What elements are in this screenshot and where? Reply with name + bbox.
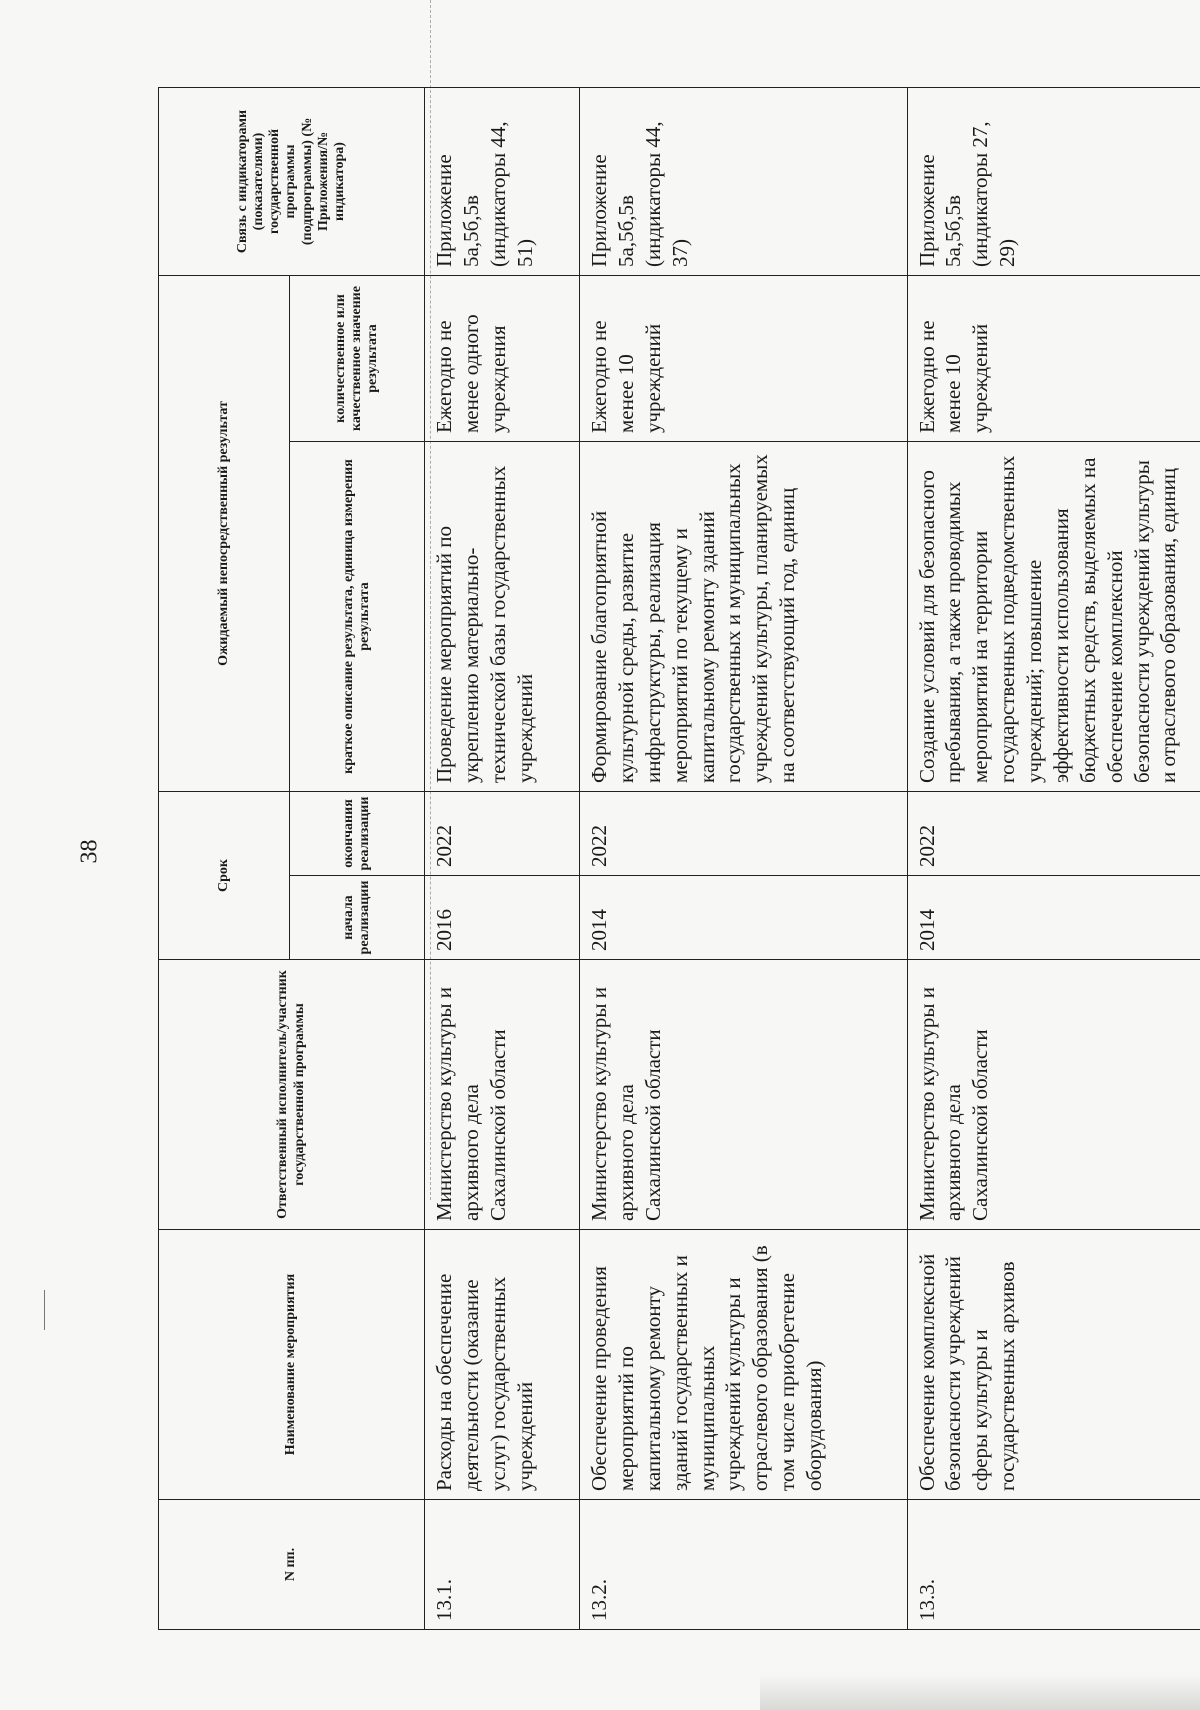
row-result-desc: Проведение мероприятий по укреплению материально-технической базы государственных учреждений: [425, 442, 580, 792]
scan-bottom-shadow: [760, 1674, 1200, 1710]
header-name: Наименование мероприятия: [159, 1230, 425, 1500]
header-num: N пп.: [159, 1500, 425, 1630]
row-responsible: Министерство культуры и архивного дела Сахалинской области: [580, 960, 908, 1230]
row-responsible: Министерство культуры и архивного дела Сахалинской области: [425, 960, 580, 1230]
row-num: 13.1.: [425, 1500, 580, 1630]
row-end-year: 2022: [580, 792, 908, 876]
header-term-start: начала реализации: [290, 876, 425, 960]
row-start-year: 2014: [907, 876, 1200, 960]
header-responsible: Ответственный исполнитель/участник государственной программы: [159, 960, 425, 1230]
header-result-desc: краткое описание результата, единица измерения результата: [290, 442, 425, 792]
row-result-desc: Формирование благоприятной культурной среды, развитие инфраструктуры, реализация мероприятий по текущему и капитальному ремонту зданий государственных и муниципальных учреждений культуры, планируемых на соответствующий год, единиц: [580, 442, 908, 792]
table-row: [907, 88, 1200, 1630]
header-result-value: количественное или качественное значение результата: [290, 276, 425, 442]
row-end-year: 2022: [907, 792, 1200, 876]
header-result: Ожидаемый непосредственный результат: [159, 276, 290, 792]
row-indicator-link: Приложение 5а,5б,5в (индикаторы 44, 51): [425, 88, 580, 276]
row-responsible: Министерство культуры и архивного дела Сахалинской области: [907, 960, 1200, 1230]
row-start-year: 2016: [425, 876, 580, 960]
row-name: Обеспечение комплексной безопасности учреждений сферы культуры и государственных архивов: [907, 1230, 1200, 1500]
row-start-year: 2014: [580, 876, 908, 960]
row-indicator-link: Приложение 5а,5б,5в (индикаторы 44, 37): [580, 88, 908, 276]
measures-table: [158, 87, 1200, 1630]
row-result-value: Ежегодно не менее одного учреждения: [425, 276, 580, 442]
row-result-value: Ежегодно не менее 10 учреждений: [907, 276, 1200, 442]
row-result-desc: Создание условий для безопасного пребывания, а также проводимых мероприятий на территории государственных подведомственных учреждений; повышение эффективности использования бюджетных средств, выделяемых на обеспечение комплексной безопасности учреждений культуры и отраслевого образования, единиц: [907, 442, 1200, 792]
table-header-row: [159, 88, 290, 1630]
row-name: Обеспечение проведения мероприятий по капитальному ремонту зданий государственных и муниципальных учреждений культуры и отраслевого образования (в том числе приобретение оборудования): [580, 1230, 908, 1500]
table-row: [425, 88, 580, 1630]
row-name: Расходы на обеспечение деятельности (оказание услуг) государственных учреждений: [425, 1230, 580, 1500]
page-number: 38: [76, 839, 103, 864]
row-end-year: 2022: [425, 792, 580, 876]
row-num: 13.2.: [580, 1500, 908, 1630]
header-link: Связь с индикаторами (показателями) государственной программы (подпрограммы) (№ Приложения/№ индикатора): [159, 88, 425, 276]
row-num: 13.3.: [907, 1500, 1200, 1630]
row-result-value: Ежегодно не менее 10 учреждений: [580, 276, 908, 442]
table-row: [580, 88, 908, 1630]
scan-margin-mark: [44, 1290, 45, 1330]
header-term: Срок: [159, 792, 290, 960]
row-indicator-link: Приложение 5а,5б,5в (индикаторы 27, 29): [907, 88, 1200, 276]
header-term-end: окончания реализации: [290, 792, 425, 876]
